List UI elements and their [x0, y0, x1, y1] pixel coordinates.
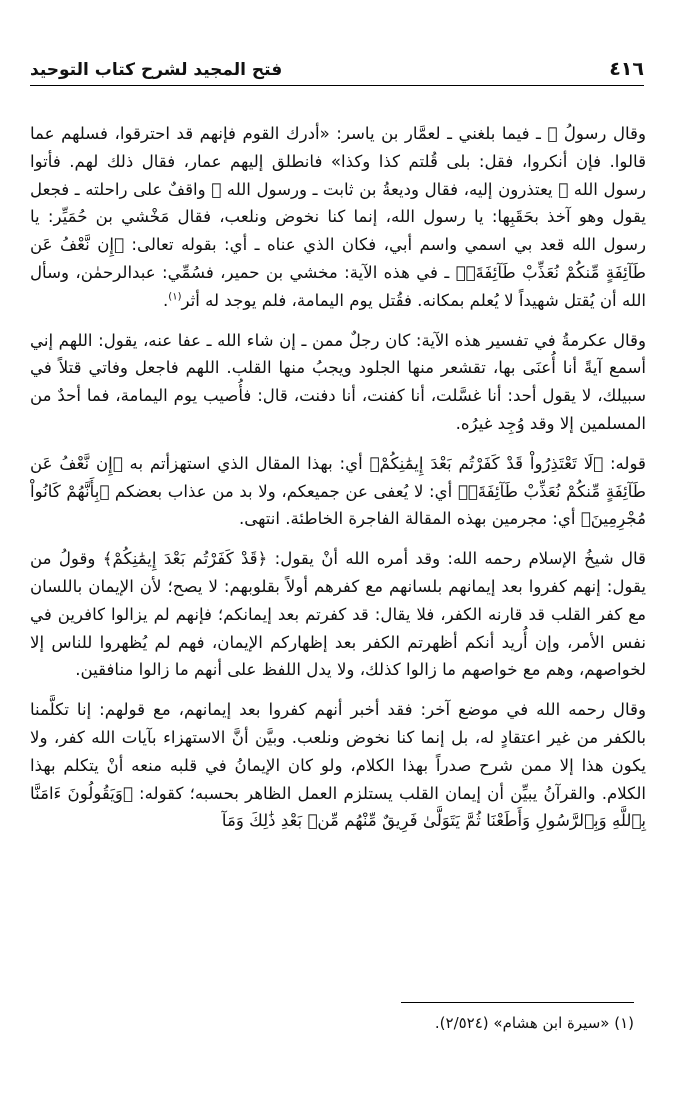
running-header [30, 52, 644, 86]
running-title: فتح المجيد لشرح كتاب التوحيد [30, 60, 283, 80]
paragraph-4: قال شيخُ الإسلام رحمه الله: وقد أمره الله أنْ يقول: ﴿قَدْ كَفَرْتُم بَعْدَ إِيمَٰنِكُمْ﴾ وقولُ من يقول: إنهم كفروا بعد إيمانهم بلسانهم مع كفرهم أولاً بقلوبهم: لا يصح؛ لأن الإيمان باللسان مع كفر القلب قد قارنه الكفر، فلا يقال: قد كفرتم بعد إيمانكم؛ فإنهم لم يزالوا كافرين في نفس الأمر، وإن أُريد أنكم أظهرتم الكفر بعد إظهاركم الإيمان، فهم لم يُظهروا للناس إلا لخواصهم، وهم مع خواصهم ما زالوا كذلك، ولا يدل اللفظ على أنهم ما زالوا منافقين. [30, 549, 646, 680]
page-number: ٤١٦ [609, 58, 644, 80]
paragraph-5: وقال رحمه الله في موضع آخر: فقد أخبر أنهم كفروا بعد إيمانهم، مع قولهم: إنا تكلَّمنا بالكفر من غير اعتقادٍ له، بل إنما كنا نخوض ونلعب. وبيَّن أنَّ الاستهزاء بآيات الله كفر، ولا يكون هذا إلا ممن شرح صدراً بهذا الكلام، ولو كان الإيمانُ في قلبه منعه أنْ يتكلم بهذا الكلام. والقرآنُ يبيِّن أن إيمان القلب يستلزم العمل الظاهر بحسبه؛ كقوله: ﴿وَيَقُولُونَ ءَامَنَّا بِٱللَّهِ وَبِٱلرَّسُولِ وَأَطَعْنَا ثُمَّ يَتَوَلَّىٰ فَرِيقٌ مِّنْهُم مِّنۢ بَعْدِ ذَٰلِكَ وَمَآ [30, 700, 646, 831]
main-text [30, 120, 646, 835]
paragraph-1-tail: . [163, 290, 169, 310]
footnote-marker: (١) [168, 291, 182, 303]
paragraph-2: وقال عكرمةُ في تفسير هذه الآية: كان رجلٌ ممن ـ إن شاء الله ـ عفا عنه، يقول: اللهم إني أسمع آيةً أنا أُعنَى بها، تقشعر منها الجلود ويجبُ منها القلب. اللهم فاجعل وفاتي قتلاً في سبيلك، لا يقول أحد: أنا غسَّلت، أنا كفنت، أنا دفنت، قال: فأُصيب يوم اليمامة، فما أحدٌ من المسلمين إلا وقد وُجِد غيرُه. [30, 330, 646, 433]
footnote-divider [401, 1002, 634, 1003]
paragraph-1 [30, 120, 646, 315]
paragraph-1-text: وقال رسولُ ﷺ ـ فيما بلغني ـ لعمَّار بن ياسر: «أدرك القوم فإنهم قد احترقوا، فسلهم عما قالوا. فإن أنكروا، فقل: بلى قُلتم كذا وكذا» فانطلق إليهم عمار، فقال ذلك لهم. فأتوا رسول الله ﷺ يعتذرون إليه، فقال وديعةُ بن ثابت ـ ورسول الله ﷺ واقفٌ على راحلته ـ فجعل يقول وهو آخذ بحَقَبِها: يا رسول الله، إنما كنا نخوض ونلعب، فقال مَخْشي بن حُمَيِّر: يا رسول الله قعد بي اسمي واسم أبي، فكان الذي عناه ـ أي: بقوله تعالى: ﴿إِن نَّعْفُ عَن طَآئِفَةٍ مِّنكُمْ نُعَذِّبْ طَآئِفَةَۢ﴾ ـ في هذه الآية: مخشي بن حمير، فسُمِّي: عبدالرحمٰن، وسأل الله أن يُقتل شهيداً لا يُعلم بمكانه. فقُتل يوم اليمامة، فلم يوجد له أثر [30, 124, 646, 310]
footnote: (١) «سيرة ابن هشام» (٢/٥٢٤). [434, 1014, 634, 1032]
paragraph-3: قوله: ﴿لَا تَعْتَذِرُواْ قَدْ كَفَرْتُم بَعْدَ إِيمَٰنِكُمْ﴾ أي: بهذا المقال الذي استهزأتم به ﴿إِن نَّعْفُ عَن طَآئِفَةٍ مِّنكُمْ نُعَذِّبْ طَآئِفَةَۢ﴾ أي: لا يُعفى عن جميعكم، ولا بد من عذاب بعضكم ﴿بِأَنَّهُمْ كَانُواْ مُجْرِمِينَ﴾ أي: مجرمين بهذه المقالة الفاجرة الخاطئة. انتهى. [30, 453, 646, 529]
